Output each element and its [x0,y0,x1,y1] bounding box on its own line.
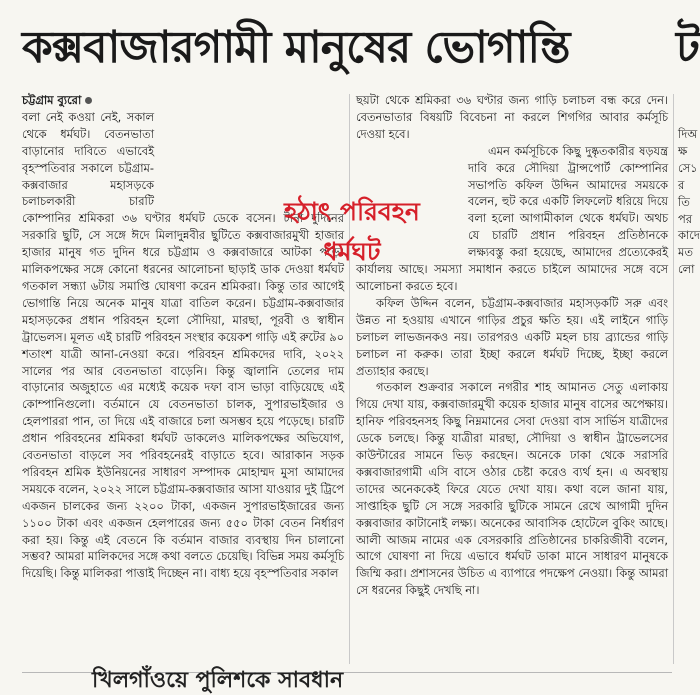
headline: কক্সবাজারগামী মানুষের ভোগান্তি [22,22,570,73]
article-column-1 [22,92,344,666]
adjacent-headline-fragment: ট [676,22,700,73]
article-paragraph: কফিল উদ্দিন বলেন, চট্টগ্রাম-কক্সবাজার মহাসড়কটি সরু এবং উন্নত না হওয়ায় এখানে গাড়ির প্রচুর ক্ষতি হয়। এই লাইনে গাড়ি চলাচল লাভজনকও নয়। তারপরও একটি মহল চায় ব্র্যান্ডের গাড়ি চলাচল না করুক। তারা ইচ্ছা করলে ধর্মঘট দিচ্ছে, ইচ্ছা করলে প্রত্যাহার করছে। [356,295,668,378]
bullet-icon [85,97,92,104]
adjacent-column-fragment: দিঅক্ষসে১রতি পরকাদেমতলো [678,127,700,277]
inset-line-2: ধর্মঘট [323,237,381,266]
column-divider [349,94,350,664]
column-divider-right [673,94,674,664]
article-paragraph: বলা নেই কওয়া নেই, সকাল থেকে ধর্মঘট। বেতনভাতা বাড়ানোর দাবিতে এভাবেই বৃহস্পতিবার সকালে চট্টগ্রাম-কক্সবাজার মহাসড়কে চলাচলকারী চারটি কোম্পানির শ্রমিকরা ৩৬ ঘণ্টার ধর্মঘট ডেকে বসেন। টানা দুদিনের সরকারি ছুটি, সে সঙ্গে ঈদে মিলাদুন্নবীর ছুটিতে কক্সবাজারমুখী হাজার হাজার মানুষ গত দুদিন ধরে চট্টগ্রাম ও কক্সবাজারে আটকা পড়ে। মালিকপক্ষের সঙ্গে কোনো ধরনের আলোচনা ছাড়াই ডাক দেওয়া ধর্মঘট গতকাল সন্ধ্যা ৬টায় সমাপ্তি ঘোষণা করেন শ্রমিকরা। কিন্তু তার আগেই ভোগান্তি নিয়ে অনেক মানুষ যাত্রা বাতিল করেন। চট্টগ্রাম-কক্সবাজার মহাসড়কের প্রধান পরিবহন হলো সৌদিয়া, মারছা, পূরবী ও স্বাধীন ট্রাভেলস। মূলত এই চারটি পরিবহন সংস্থার কয়েকশ গাড়ি এই রুটের ৯০ শতাংশ যাত্রী আনা-নেওয়া করে। পরিবহন শ্রমিকদের দাবি, ২০২২ সালের পর আর বেতনভাতা বাড়েনি। কিন্তু জ্বালানি তেলের দাম বাড়ানোর অজুহাতে এর মধ্যেই কয়েক দফা বাস ভাড়া বাড়িয়েছে এই কোম্পানিগুলো। বর্তমানে যে বেতনভাতা চালক, সুপারভাইজার ও হেলপাররা পান, তা দিয়ে এই বাজারে চলা অসম্ভব হয়ে পড়েছে। চারটি প্রধান পরিবহনের শ্রমিকরা ধর্মঘট ডাকলেও মালিকপক্ষের অভিযোগ, বেতনভাতা বাড়লে সব পরিবহনেরই বাড়াতে হবে। আরাকান সড়ক পরিবহন শ্রমিক ইউনিয়নের সাধারণ সম্পাদক মোহাম্মদ মুসা আমাদের সময়কে বলেন, ২০২২ সালে চট্টগ্রাম-কক্সবাজার আসা যাওয়ার দুই ট্রিপে একজন চালকের জন্য ২২০০ টাকা, একজন সুপারভাইজারের জন্য ১১০০ টাকা এবং একজন হেলপারের জন্য ৫৫০ টাকা বেতন নির্ধারণ করা হয়। কিন্তু এই বেতনে কি বর্তমান বাজার ব্যবস্থায় দিন চালানো সম্ভব? আমরা মালিকদের সঙ্গে কথা বলতে চেয়েছি। বিভিন্ন সময় কর্মসূচি দিয়েছি। কিন্তু মালিকরা পাত্তাই দিচ্ছেন না। বাধ্য হয়ে বৃহস্পতিবার সকাল [22,109,344,581]
byline: চট্টগ্রাম ব্যুরো [22,93,82,107]
article-column-2 [356,92,668,666]
article-paragraph: এমন কর্মসূচিকে কিছু দুষ্কৃতকারীর ষড়যন্ত্র দাবি করে সৌদিয়া ট্রান্সপোর্ট কোম্পানির সভাপতি কফিল উদ্দিন আমাদের সময়কে বলেন, হুট করে একটি লিফলেট ধরিয়ে দিয়ে বলা হলো আগামীকাল থেকে ধর্মঘট। অথচ যে চারটি প্রধান পরিবহন প্রতিষ্ঠানকে লক্ষ্যবস্তু করা হয়েছে, আমাদের প্রত্যেকেরই কার্যালয় আছে। সমস্যা সমাধান করতে চাইলে আমাদের সঙ্গে বসে আলোচনা করতে হবে। [356,143,668,293]
inset-headline [232,192,472,272]
inset-line-1: হঠাৎ পরিবহন [284,197,420,226]
next-article-headline: খিলগাঁওয়ে পুলিশকে সাবধান [92,668,344,693]
article-paragraph: গতকাল শুক্রবার সকালে নগরীর শাহ আমানত সেতু এলাকায় গিয়ে দেখা যায়, কক্সবাজারমুখী কয়েক হাজার মানুষ বাসের অপেক্ষায়। হানিফ পরিবহনসহ কিছু নিম্নমানের সেবা দেওয়া বাস সার্ভিস যাত্রীদের ডেকে চলছে। কিন্তু যাত্রীরা মারছা, সৌদিয়া ও স্বাধীন ট্রাভেলসের কাউন্টারের সামনে ভিড় করছেন। অনেকে ঢাকা থেকে সরাসরি কক্সবাজারগামী এসি বাসে ওঠার চেষ্টা করেও ব্যর্থ হন। এ অবস্থায় তাদের অনেককেই ফিরে যেতে দেখা যায়। কথা বলে জানা যায়, সাপ্তাহিক ছুটি সে সঙ্গে সরকারি ছুটিকে সামনে রেখে আগামী দুদিন কক্সবাজার কাটানোই লক্ষ্য। অনেকের আবাসিক হোটেলে বুকিং আছে। আলী আজম নামের এক বেসরকারি প্রতিষ্ঠানের চাকরিজীবী বলেন, আগে ঘোষণা না দিয়ে এভাবে ধর্মঘট ডাকা মানে সাধারণ মানুষকে জিম্মি করা। প্রশাসনের উচিত এ ব্যাপারে পদক্ষেপ নেওয়া। কিন্তু আমরা সে ধরনের কিছুই দেখছি না। [356,380,668,598]
article-paragraph: ছয়টা থেকে শ্রমিকরা ৩৬ ঘণ্টার জন্য গাড়ি চলাচল বন্ধ করে দেন। বেতনভাতার বিষয়টি বিবেচনা না করলে শিগগির আবার কর্মসূচি দেওয়া হবে। [356,93,668,141]
